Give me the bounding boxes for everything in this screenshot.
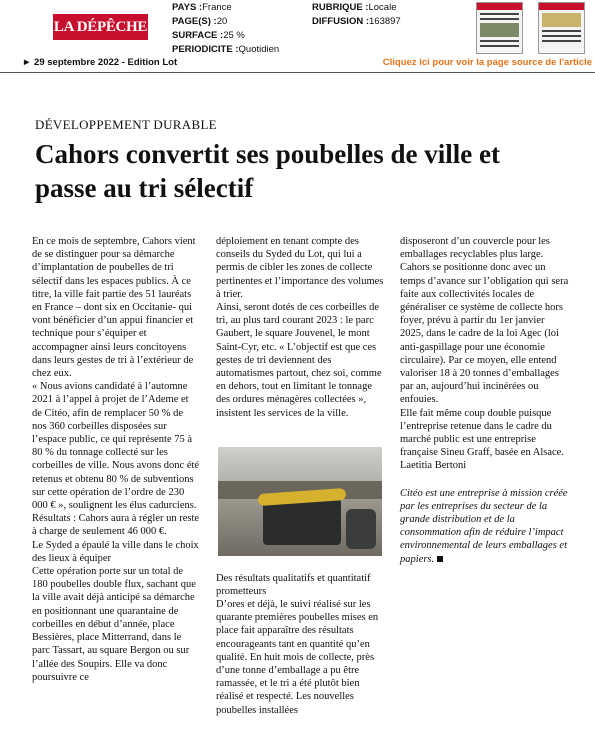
edition-dateline: ► 29 septembre 2022 - Edition Lot bbox=[22, 57, 178, 68]
source-page-link[interactable]: Cliquez ici pour voir la page source de l'article bbox=[382, 57, 592, 68]
article-column-2-continued bbox=[216, 598, 384, 717]
article-photo-recycling-bins bbox=[218, 447, 382, 556]
meta-pages bbox=[172, 15, 279, 29]
page-header bbox=[0, 0, 595, 68]
editor-note bbox=[400, 487, 570, 566]
end-of-article-mark bbox=[437, 556, 443, 562]
paragraph: Ainsi, seront dotés de ces corbeilles de tri, au plus tard courant 2023 : le parc Gaubert, le square Jouvenel, le mont Saint-Cyr, etc. « L’objectif est que ces gestes de tri deviennent des automatismes partout, chez soi, comme en dehors, tout en limitant le tonnage des ordures ménagères collectées », insistent les services de la ville. bbox=[216, 302, 382, 419]
meta-value: 163897 bbox=[369, 16, 401, 27]
paragraph: « Nous avions candidaté à l’automne 2021 à l’appel à projet de l’Ademe et de Citéo, afin de remplacer 50 % de nos 360 corbeilles disposées sur l’espace public, ce qui représente 75 à 80 % du tonnage collecté sur les corbeilles de ville. Nous avons donc été retenus et obtenu 80 % de subventions sur cette opération de l’ordre de 230 000 € », soulignent les élus cadurciens. Résultats : Cahors aura à régler un reste à charge de seulement 46 000 €. bbox=[32, 381, 200, 538]
meta-value: 20 bbox=[216, 16, 228, 27]
author-byline: Laetitia Bertoni bbox=[400, 460, 467, 472]
header-divider bbox=[0, 72, 595, 73]
paragraph: disposeront d’un couvercle pour les emballages recyclables plus large. Cahors se positionne donc avec un temps d’avance sur l’obligation qui sera faite aux collectivités locales de généraliser ce système de collecte hors foyer, prévu à partir du 1er janvier 2025, dans le cadre de la loi Agec (loi anti-gaspillage pour une économie circulaire). Par ce moyen, elle entend valoriser 18 à 20 tonnes d’emballages par an, aujourd’hui incinérées ou enfouies. bbox=[400, 236, 569, 406]
meta-diffusion bbox=[312, 15, 401, 29]
page-thumbnail-1[interactable] bbox=[476, 2, 523, 54]
meta-label: SURFACE : bbox=[172, 30, 224, 41]
subheading: Le Syded a épaulé la ville dans le choix des lieux à équiper bbox=[32, 539, 199, 564]
meta-label: PAGE(S) : bbox=[172, 16, 217, 27]
paragraph: D’ores et déjà, le suivi réalisé sur les quarante premières poubelles mises en place fait apparaître des résultats encourageants tant en quantité qu’en qualité. En huit mois de collecte, près d’une tonne d’emballage a pu être ramassée, et le tri a été plutôt bien réalisé et respecté. Les nouvelles poubelles installées bbox=[216, 599, 379, 716]
meta-label: PERIODICITE : bbox=[172, 44, 239, 55]
meta-label: RUBRIQUE : bbox=[312, 2, 369, 13]
article-column-3 bbox=[400, 235, 570, 566]
meta-value: France bbox=[202, 2, 232, 13]
article-column-1 bbox=[32, 235, 200, 684]
note-text: Citéo est une entreprise à mission créée par les entreprises du secteur de la grande distribution et de la consommation afin de réduire l’impact environnemental de leurs emballages et papiers. bbox=[400, 487, 568, 565]
page-thumbnail-2[interactable] bbox=[538, 2, 585, 54]
meta-country bbox=[172, 1, 279, 15]
meta-label: DIFFUSION : bbox=[312, 16, 369, 27]
paragraph: En ce mois de septembre, Cahors vient de se distinguer pour sa démarche d’implantation de poubelles de tri sélectif dans les espaces publics. À ce titre, la ville fait partie des 51 lauréats en France – dont six en Occitanie- qui vont bénéficier d’un appui financier et technique pour s’équiper et accompagner ainsi leurs concitoyens dans leurs gestes de tri à l’extérieur de chez eux. bbox=[32, 236, 196, 380]
meta-periodicity bbox=[172, 43, 279, 57]
meta-value: 25 % bbox=[223, 30, 245, 41]
section-subheading bbox=[216, 572, 384, 598]
article-title: Cahors convertit ses poubelles de ville et passe au tri sélectif bbox=[35, 139, 500, 203]
paragraph: Cette opération porte sur un total de 180 poubelles double flux, sachant que la ville avait déjà anticipé sa démarche en positionnant une quarantaine de corbeilles en début d’année, place Bessières, place Mitterrand, dans le parc Tassart, au square Bergon ou sur l’allée des Soupirs. Elle va donc poursuivre ce bbox=[32, 566, 196, 683]
article-rubric: DÉVELOPPEMENT DURABLE bbox=[35, 117, 217, 132]
meta-value: Locale bbox=[368, 2, 397, 13]
meta-left-block bbox=[172, 1, 279, 57]
meta-surface bbox=[172, 29, 279, 43]
paragraph: déploiement en tenant compte des conseils du Syded du Lot, qui lui a permis de cibler les zones de collecte pertinentes et l’importance des volumes à trier. bbox=[216, 236, 384, 300]
paragraph: Elle fait même coup double puisque l’entreprise retenue dans le cadre du marché public est une entreprise française Sineu Graff, basée en Alsace. bbox=[400, 407, 564, 459]
article-column-2 bbox=[216, 235, 384, 420]
newspaper-logo: LA DÉPÊCHE bbox=[53, 14, 148, 40]
meta-label: PAYS : bbox=[172, 2, 203, 13]
meta-right-block bbox=[312, 1, 401, 29]
subheading-text: Des résultats qualitatifs et quantitatif prometteurs bbox=[216, 573, 371, 598]
meta-rubric bbox=[312, 1, 401, 15]
meta-value: Quotidien bbox=[238, 44, 280, 55]
